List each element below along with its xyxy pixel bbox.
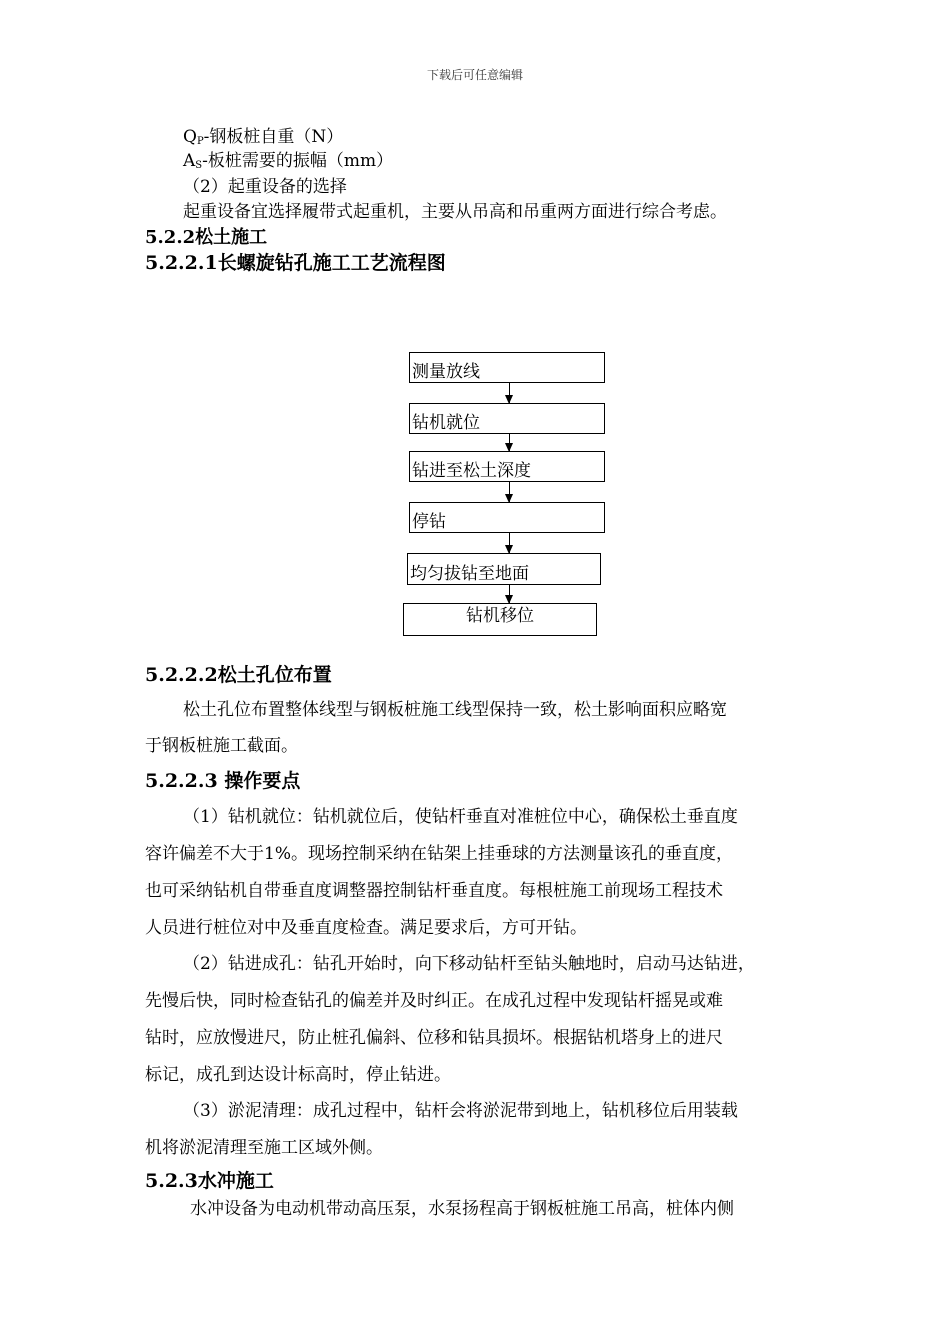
page-header: 下载后可任意编辑 (426, 68, 523, 82)
crane-heading: （2）起重设备的选择 (183, 177, 347, 197)
op1-line-3: 也可采纳钻机自带垂直度调整器控制钻杆垂直度。每根桩施工前现场工程技术 (145, 881, 723, 901)
flow-step-4-label: 停钻 (412, 512, 446, 532)
water-jet-paragraph: 水冲设备为电动机带动高压泵，水泵扬程高于钢板桩施工吊高，桩体内侧 (190, 1199, 734, 1219)
section-heading-5-2-2: 5.2.2松土施工 (145, 227, 268, 248)
crane-paragraph: 起重设备宜选择履带式起重机，主要从吊高和吊重两方面进行综合考虑。 (183, 202, 727, 222)
qp-subscript: P (196, 136, 204, 147)
flow-step-1-label: 测量放线 (412, 362, 480, 382)
flow-step-5 (407, 553, 601, 585)
formula-var-qp (183, 126, 343, 153)
op1-line-2: 容许偏差不大于1%。现场控制采纳在钻架上挂垂球的方法测量该孔的垂直度， (145, 844, 733, 864)
op2-line-4: 标记，成孔到达设计标高时，停止钻进。 (145, 1065, 451, 1085)
flow-arrow-3 (509, 482, 510, 502)
op3-line-1: （3）淤泥清理：成孔过程中，钻杆会将淤泥带到地上，钻机移位后用装载 (183, 1101, 738, 1121)
formula-var-as (183, 150, 393, 177)
op3-line-2: 机将淤泥清理至施工区域外侧。 (145, 1138, 383, 1158)
flow-step-5-label: 均匀拔钻至地面 (410, 564, 529, 584)
qp-symbol: Q (183, 127, 197, 147)
flow-step-4 (409, 502, 605, 533)
section-heading-5-2-2-1: 5.2.2.1长螺旋钻孔施工工艺流程图 (145, 252, 446, 274)
section-heading-5-2-2-2: 5.2.2.2松土孔位布置 (145, 664, 332, 686)
layout-paragraph-line-2: 于钢板桩施工截面。 (145, 736, 298, 756)
op2-line-3: 钻时，应放慢进尺，防止桩孔偏斜、位移和钻具损坏。根据钻机塔身上的进尺 (145, 1028, 723, 1048)
section-heading-5-2-2-3: 5.2.2.3 操作要点 (145, 770, 301, 792)
op2-line-2: 先慢后快，同时检查钻孔的偏差并及时纠正。在成孔过程中发现钻杆摇晃或难 (145, 991, 723, 1011)
flow-arrow-5 (509, 585, 510, 603)
as-description: -板桩需要的振幅（mm） (202, 151, 394, 171)
flow-arrow-4 (509, 533, 510, 553)
qp-description: -钢板桩自重（N） (203, 127, 344, 147)
flow-step-2-label: 钻机就位 (412, 413, 480, 433)
op2-line-1: （2）钻进成孔：钻孔开始时，向下移动钻杆至钻头触地时，启动马达钻进， (183, 954, 755, 974)
flow-arrow-1 (509, 383, 510, 403)
flow-step-3-label: 钻进至松土深度 (412, 461, 531, 481)
flow-step-3 (409, 451, 605, 482)
op1-line-1: （1）钻机就位：钻机就位后，使钻杆垂直对准桩位中心，确保松土垂直度 (183, 807, 738, 827)
flow-arrow-2 (509, 434, 510, 451)
flow-step-2 (409, 403, 605, 434)
flow-step-1 (409, 352, 605, 383)
op1-line-4: 人员进行桩位对中及垂直度检查。满足要求后，方可开钻。 (145, 918, 587, 938)
flow-step-6-label: 钻机移位 (466, 606, 534, 626)
section-heading-5-2-3: 5.2.3水冲施工 (145, 1170, 274, 1192)
flow-step-6 (403, 603, 597, 636)
as-symbol: A (183, 151, 196, 171)
layout-paragraph-line-1: 松土孔位布置整体线型与钢板桩施工线型保持一致，松土影响面积应略宽 (183, 700, 727, 720)
as-subscript: S (195, 160, 203, 171)
